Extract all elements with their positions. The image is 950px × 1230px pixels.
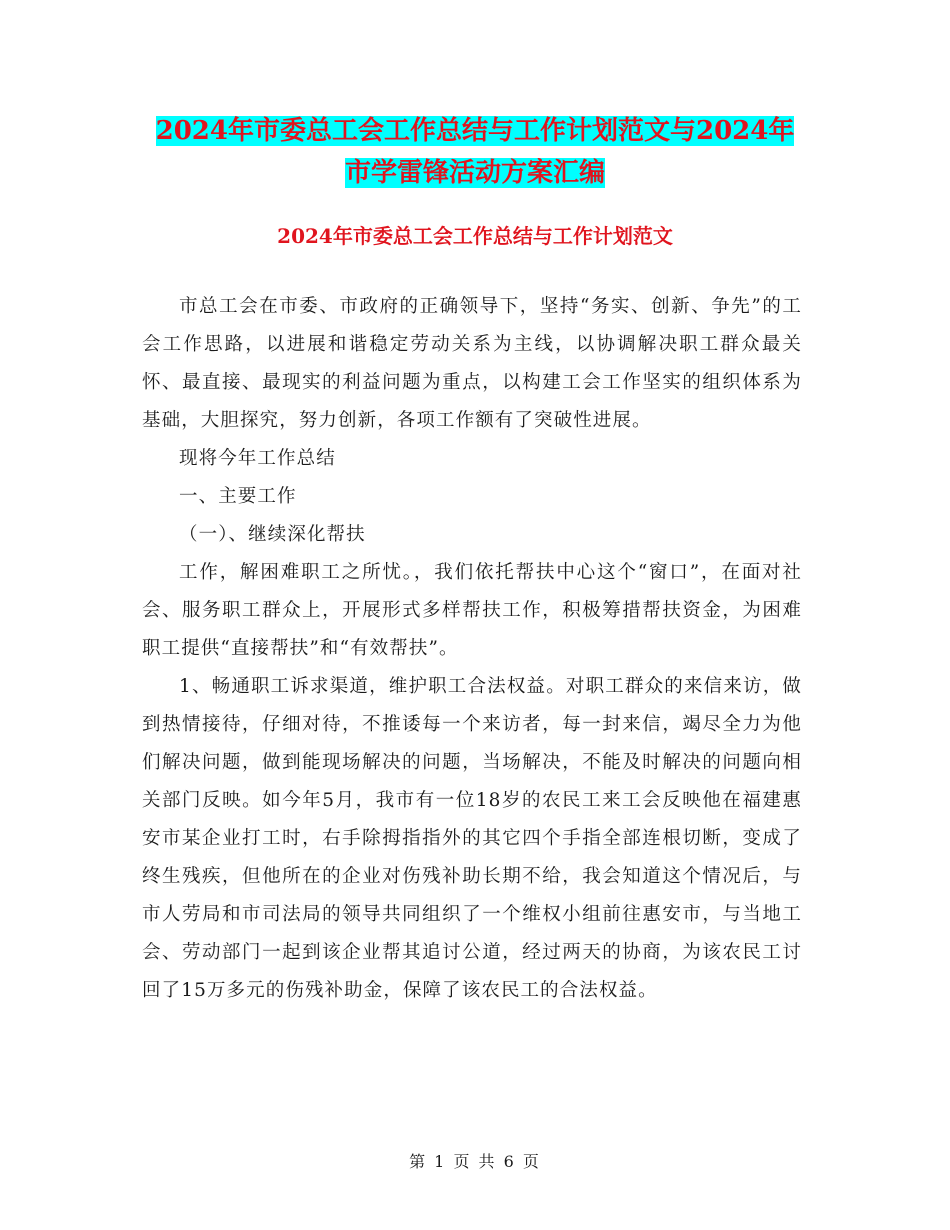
document-title-text-1: 2024年市委总工会工作总结与工作计划范文与2024年 [155,116,795,146]
paragraph-summary-lead: 现将今年工作总结 [179,448,336,469]
document-body [142,288,802,1010]
heading-deepen-assistance: （一）、继续深化帮扶 [179,524,366,545]
page-footer: 第 1 页 共 6 页 [409,1152,541,1171]
paragraph-worker-appeals: 1、畅通职工诉求渠道，维护职工合法权益。对职工群众的来信来访，做到热情接待，仔细对待，不推诿每一个来访者，每一封来信，竭尽全力为他们解决问题，做到能现场解决的问题，当场解决，不能及时解决的问题向相关部门反映。如今年5月，我市有一位18岁的农民工来工会反映他在福建惠安市某企业打工时，右手除拇指指外的其它四个手指全部连根切断，变成了终生残疾，但他所在的企业对伤残补助长期不给，我会知道这个情况后，与市人劳局和市司法局的领导共同组织了一个维权小组前往惠安市，与当地工会、劳动部门一起到该企业帮其追讨公道，经过两天的协商，为该农民工讨回了15万多元的伤残补助金，保障了该农民工的合法权益。 [142,676,802,1001]
section-title: 2024年市委总工会工作总结与工作计划范文 [277,224,673,248]
paragraph-assistance-work: 工作，解困难职工之所忧。，我们依托帮扶中心这个“窗口”，在面对社会、服务职工群众上，开展形式多样帮扶工作，积极筹措帮扶资金，为困难职工提供“直接帮扶”和“有效帮扶”。 [142,562,802,659]
document-title-line-2 [150,147,800,199]
document-title-text-2: 市学雷锋活动方案汇编 [344,158,605,188]
paragraph-intro: 市总工会在市委、市政府的正确领导下，坚持“务实、创新、争先”的工会工作思路，以进展和谐稳定劳动关系为主线，以协调解决职工群众最关怀、最直接、最现实的利益问题为重点，以构建工会工作坚实的组织体系为基础，大胆探究，努力创新，各项工作额有了突破性进展。 [142,296,802,431]
heading-main-work: 一、主要工作 [179,486,297,507]
